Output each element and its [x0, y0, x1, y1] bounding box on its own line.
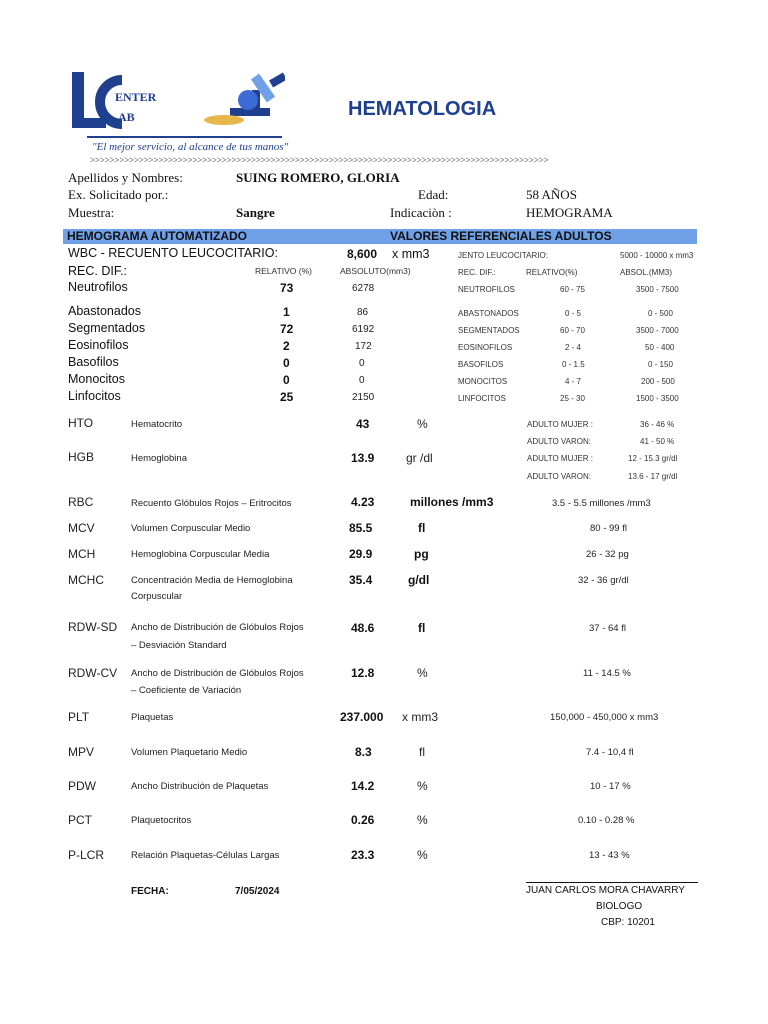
diff-name: Monocitos — [68, 372, 125, 386]
test-ref: 3.5 - 5.5 millones /mm3 — [552, 498, 651, 509]
logo-ab-text: AB — [118, 110, 135, 124]
diff-ref-name: ABASTONADOS — [458, 309, 519, 318]
header-underline — [87, 136, 282, 138]
hgb-ref1-label: ADULTO MUJER : — [527, 454, 593, 463]
wbc-ref-label: JENTO LEUCOCITARIO: — [458, 251, 548, 260]
test-ref: 150,000 - 450,000 x mm3 — [550, 712, 659, 723]
date-value: 7/05/2024 — [235, 886, 280, 897]
recdif-abs-header: ABSOLUTO(mm3) — [340, 266, 411, 276]
test-desc: Ancho Distribución de Plaquetas — [131, 781, 269, 792]
diff-rel: 0 — [283, 373, 290, 387]
patient-name-value: SUING ROMERO, GLORIA — [236, 170, 400, 185]
test-desc: Volumen Plaquetario Medio — [131, 747, 248, 758]
test-value: 29.9 — [349, 547, 373, 561]
test-unit: pg — [414, 547, 429, 561]
test-desc-line2: – Desviación Standard — [131, 640, 227, 651]
diff-ref-rel: 25 - 30 — [560, 394, 585, 403]
logo-graphic — [70, 70, 285, 140]
test-ref: 32 - 36 gr/dl — [578, 575, 629, 586]
test-code: RBC — [68, 495, 94, 509]
test-desc: Volumen Corpuscular Medio — [131, 523, 251, 534]
diff-name: Abastonados — [68, 304, 141, 318]
diff-ref-name: SEGMENTADOS — [458, 326, 520, 335]
indication-value: HEMOGRAMA — [526, 205, 613, 220]
section-title-right: VALORES REFERENCIALES ADULTOS — [390, 229, 612, 243]
test-ref: 0.10 - 0.28 % — [578, 815, 635, 826]
hto-value: 43 — [356, 417, 370, 431]
diff-abs: 86 — [357, 307, 369, 318]
diff-ref-rel: 4 - 7 — [565, 377, 582, 386]
sample-value: Sangre — [236, 205, 275, 220]
test-ref: 7.4 - 10,4 fl — [586, 747, 634, 758]
test-desc: Relación Plaquetas-Células Largas — [131, 850, 280, 861]
wbc-ref-value: 5000 - 10000 x mm3 — [620, 251, 694, 260]
test-unit: % — [417, 848, 428, 862]
hgb-value: 13.9 — [351, 451, 375, 465]
hgb-code: HGB — [68, 450, 95, 464]
logo-enter-text: ENTER — [115, 90, 157, 104]
requested-by-label: Ex. Solicitado por.: — [68, 187, 169, 202]
sample-label: Muestra: — [68, 205, 115, 220]
test-value: 0.26 — [351, 813, 375, 827]
test-desc: Ancho de Distribución de Glóbulos Rojos — [131, 668, 304, 679]
diff-abs: 172 — [355, 341, 372, 352]
signer-title: BIOLOGO — [596, 901, 643, 912]
section-title-left: HEMOGRAMA AUTOMATIZADO — [67, 229, 247, 243]
diff-ref-rel: 2 - 4 — [565, 343, 582, 352]
diff-ref-name: MONOCITOS — [458, 377, 508, 386]
test-unit: fl — [418, 521, 426, 535]
test-unit: g/dl — [408, 573, 430, 587]
diff-ref-rel: 60 - 70 — [560, 326, 585, 335]
diff-ref-abs: 3500 - 7000 — [636, 326, 679, 335]
diff-abs: 2150 — [352, 392, 375, 403]
test-unit: fl — [418, 621, 426, 635]
test-desc-line2: – Coeficiente de Variación — [131, 685, 242, 696]
test-ref: 10 - 17 % — [590, 781, 631, 792]
diff-name: Linfocitos — [68, 389, 121, 403]
test-unit: % — [417, 813, 428, 827]
diff-abs: 0 — [359, 358, 365, 369]
test-ref: 26 - 32 pg — [586, 549, 629, 560]
test-desc: Ancho de Distribución de Glóbulos Rojos — [131, 622, 304, 633]
recdif-label: REC. DIF.: — [68, 264, 128, 278]
test-unit: % — [417, 666, 428, 680]
test-ref: 37 - 64 fl — [589, 623, 626, 634]
hgb-ref1-value: 12 - 15.3 gr/dl — [628, 454, 678, 463]
test-ref: 80 - 99 fl — [590, 523, 627, 534]
test-ref: 13 - 43 % — [589, 850, 630, 861]
diff-rel: 25 — [280, 390, 294, 404]
test-value: 14.2 — [351, 779, 375, 793]
signature-line — [526, 882, 698, 883]
diff-rel: 73 — [280, 281, 294, 295]
diff-name: Neutrofilos — [68, 280, 128, 294]
hto-ref2-value: 41 - 50 % — [640, 437, 675, 446]
arrow-divider: >>>>>>>>>>>>>>>>>>>>>>>>>>>>>>>>>>>>>>>>>>>>>>>>>>>>>>>>>>>>>>>>>>>>>>>>>>>>>>>>>>>>>>>>>>>>>> — [90, 155, 549, 165]
test-code: PLT — [68, 710, 90, 724]
test-value: 35.4 — [349, 573, 373, 587]
recdif-ref-abs-header: ABSOL.(MM3) — [620, 268, 673, 277]
diff-ref-rel: 0 - 1.5 — [562, 360, 585, 369]
test-code: PDW — [68, 779, 96, 793]
section-header-bar — [63, 229, 697, 244]
wbc-value: 8,600 — [347, 247, 378, 261]
diff-ref-name: EOSINOFILOS — [458, 343, 513, 352]
test-code: MPV — [68, 745, 95, 759]
test-code: MCHC — [68, 573, 104, 587]
page-title: HEMATOLOGIA — [348, 98, 497, 120]
diff-ref-abs: 0 - 150 — [648, 360, 673, 369]
diff-rel: 1 — [283, 305, 290, 319]
test-unit: % — [417, 779, 428, 793]
hgb-desc: Hemoglobina — [131, 453, 187, 464]
diff-name: Eosinofilos — [68, 338, 129, 352]
diff-rel: 2 — [283, 339, 290, 353]
diff-ref-abs: 50 - 400 — [645, 343, 675, 352]
test-unit: fl — [419, 745, 425, 759]
diff-abs: 0 — [359, 375, 365, 386]
diff-abs: 6192 — [352, 324, 375, 335]
diff-ref-name: BASOFILOS — [458, 360, 504, 369]
diff-name: Segmentados — [68, 321, 146, 335]
hto-desc: Hematocrito — [131, 419, 183, 430]
test-desc: Plaquetas — [131, 712, 174, 723]
test-desc: Hemoglobina Corpuscular Media — [131, 549, 270, 560]
test-value: 85.5 — [349, 521, 373, 535]
indication-label: Indicaciòn : — [390, 205, 452, 220]
test-unit: x mm3 — [402, 710, 438, 724]
hto-unit: % — [417, 417, 428, 431]
test-code: RDW-SD — [68, 620, 118, 634]
hto-ref1-label: ADULTO MUJER : — [527, 420, 593, 429]
test-ref: 11 - 14.5 % — [583, 668, 631, 679]
hgb-ref2-label: ADULTO VARON: — [527, 472, 592, 481]
age-value: 58 AÑOS — [526, 187, 577, 202]
hto-ref1-value: 36 - 46 % — [640, 420, 675, 429]
test-code: MCV — [68, 521, 95, 535]
diff-ref-rel: 0 - 5 — [565, 309, 582, 318]
wbc-label: WBC - RECUENTO LEUCOCITARIO: — [68, 246, 278, 260]
test-desc: Concentración Media de Hemoglobina — [131, 575, 293, 586]
recdif-ref-label: REC. DIF.: — [458, 268, 496, 277]
diff-ref-abs: 200 - 500 — [641, 377, 675, 386]
hto-ref2-label: ADULTO VARON: — [527, 437, 592, 446]
diff-rel: 0 — [283, 356, 290, 370]
hgb-ref2-value: 13.6 - 17 gr/dl — [628, 472, 678, 481]
wbc-unit: x mm3 — [392, 247, 430, 261]
recdif-ref-rel-header: RELATIVO(%) — [526, 268, 578, 277]
test-code: P-LCR — [68, 848, 105, 862]
hgb-unit: gr /dl — [406, 451, 433, 465]
slogan: "El mejor servicio, al alcance de tus manos" — [92, 141, 289, 153]
diff-ref-abs: 1500 - 3500 — [636, 394, 679, 403]
hto-code: HTO — [68, 416, 94, 430]
test-value: 8.3 — [355, 745, 372, 759]
date-label: FECHA: — [131, 886, 169, 897]
lab-logo — [70, 70, 285, 140]
test-desc: Plaquetocritos — [131, 815, 192, 826]
test-desc: Recuento Glóbulos Rojos – Eritrocitos — [131, 498, 292, 509]
diff-ref-name: NEUTROFILOS — [458, 285, 515, 294]
patient-name-label: Apellidos y Nombres: — [68, 170, 183, 185]
diff-ref-name: LINFOCITOS — [458, 394, 506, 403]
diff-abs: 6278 — [352, 283, 375, 294]
signer-cbp: CBP: 10201 — [601, 917, 655, 928]
diff-rel: 72 — [280, 322, 294, 336]
test-value: 12.8 — [351, 666, 375, 680]
recdif-rel-header: RELATIVO (%) — [255, 266, 312, 276]
test-code: RDW-CV — [68, 666, 118, 680]
test-code: PCT — [68, 813, 92, 827]
test-code: MCH — [68, 547, 96, 561]
test-value: 4.23 — [351, 495, 375, 509]
test-value: 48.6 — [351, 621, 375, 635]
test-desc-line2: Corpuscular — [131, 591, 183, 602]
diff-ref-abs: 3500 - 7500 — [636, 285, 679, 294]
signer-name: JUAN CARLOS MORA CHAVARRY — [526, 885, 685, 896]
diff-name: Basofilos — [68, 355, 119, 369]
age-label: Edad: — [418, 187, 449, 202]
diff-ref-rel: 60 - 75 — [560, 285, 585, 294]
test-unit: millones /mm3 — [410, 495, 494, 509]
test-value: 23.3 — [351, 848, 375, 862]
test-value: 237.000 — [340, 710, 384, 724]
diff-ref-abs: 0 - 500 — [648, 309, 673, 318]
